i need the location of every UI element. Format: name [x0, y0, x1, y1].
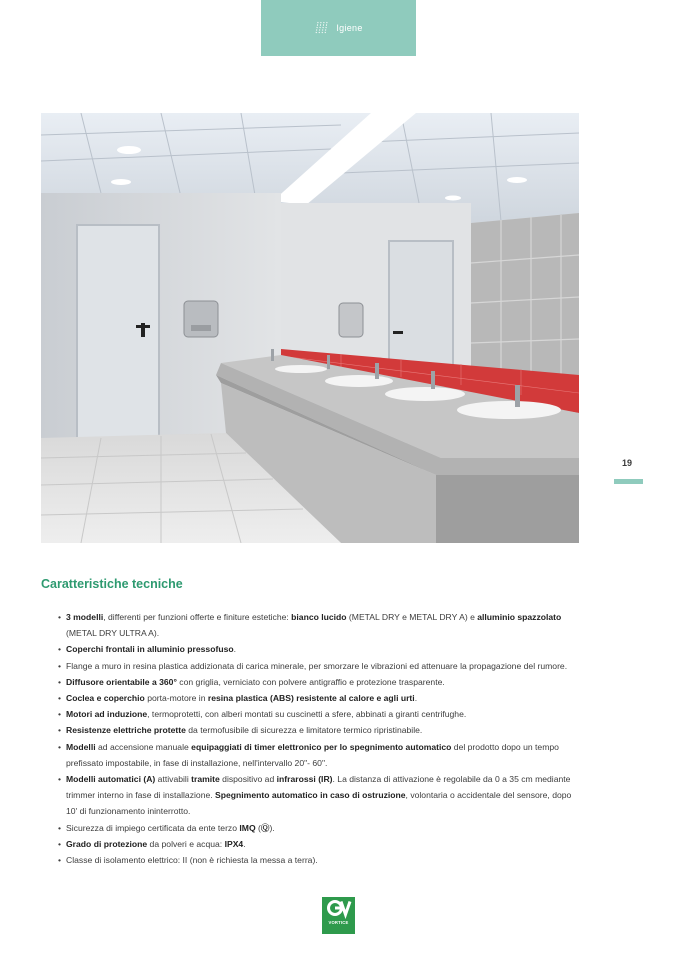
spec-emphasis: 3 modelli — [66, 612, 104, 622]
page-marker — [614, 479, 643, 484]
spec-text: . — [233, 644, 236, 655]
spec-list — [58, 609, 578, 868]
spec-emphasis: resina plastica (ABS) resistente al calore e agli urti — [207, 693, 415, 704]
spec-emphasis: alluminio spazzolato — [477, 612, 562, 622]
spec-text: (METAL DRY e METAL DRY A) e — [346, 612, 478, 622]
spec-emphasis: IPX4 — [224, 838, 244, 849]
spec-text: porta-motore in — [144, 693, 208, 704]
section-tab — [261, 0, 416, 56]
spec-item — [58, 658, 578, 674]
spec-emphasis: infrarossi (IR) — [276, 774, 333, 785]
spec-text: . La distanza di attivazione è regolabile da 0 a 35 cm mediante trimmer interno in fase di installazione. — [66, 774, 571, 801]
spec-text: ( — [255, 822, 261, 833]
spec-emphasis: Resistenze elettriche protette — [66, 725, 186, 736]
spec-text: da polveri e acqua: — [147, 838, 225, 849]
spec-emphasis: IMQ — [239, 822, 256, 833]
spec-emphasis: tramite — [191, 774, 220, 785]
spec-text: , termoprotetti, con alberi montati su cuscinetti a sfere, abbinati a giranti centrifughe. — [147, 709, 467, 720]
vortice-logo-mark-icon — [326, 897, 352, 919]
spec-item — [58, 739, 578, 771]
spec-emphasis: bianco lucido — [291, 612, 347, 622]
spec-text: Classe di isolamento elettrico: II (non è richiesta la messa a terra). — [66, 855, 318, 866]
spec-item — [58, 609, 578, 641]
spec-emphasis: Coperchi frontali in alluminio pressofuso — [66, 644, 234, 655]
restroom-photo — [41, 113, 579, 543]
spec-item — [58, 641, 578, 657]
spec-item — [58, 722, 578, 738]
spec-item — [58, 690, 578, 706]
hygiene-waves-icon — [314, 21, 330, 35]
spec-emphasis: Coclea e coperchio — [66, 693, 145, 704]
spec-text: (METAL DRY ULTRA A). — [66, 628, 160, 639]
spec-item — [58, 706, 578, 722]
spec-item — [58, 836, 578, 852]
spec-emphasis: Motori ad induzione — [66, 709, 148, 720]
spec-text: ). — [269, 822, 275, 833]
spec-item — [58, 820, 578, 836]
spec-text: . — [243, 838, 246, 849]
spec-text: , volontaria o accidentale del sensore, dopo 10' di funzionamento ininterrotto. — [66, 790, 572, 817]
spec-text: . — [414, 693, 418, 704]
spec-text: , differenti per funzioni offerte e finiture estetiche: — [103, 612, 292, 622]
page-number: 19 — [621, 458, 632, 468]
spec-text: da termofusibile di sicurezza e limitatore termico ripristinabile. — [185, 725, 423, 736]
spec-emphasis: equipaggiati di timer elettronico per lo spegnimento automatico — [191, 741, 452, 752]
spec-text: del prodotto dopo un tempo prefissato impostabile, in fase di installazione, nell'intervallo 20"- 60". — [66, 741, 559, 768]
spec-text: dispositivo ad — [219, 774, 277, 785]
vortice-logo — [322, 897, 355, 934]
spec-text: attivabili — [155, 774, 192, 785]
spec-emphasis: Modelli — [66, 741, 96, 752]
spec-emphasis: Grado di protezione — [66, 838, 148, 849]
spec-emphasis: Modelli automatici (A) — [66, 774, 156, 785]
spec-text: Sicurezza di impiego certificata da ente terzo — [66, 822, 240, 833]
spec-text: Flange a muro in resina plastica addizionata di carica minerale, per smorzare le vibrazioni ed attenuare la propagazione del rumore. — [66, 660, 568, 671]
spec-item — [58, 771, 578, 820]
spec-emphasis: Diffusore orientabile a 360° — [66, 676, 177, 687]
spec-text: con griglia, verniciato con polvere antigraffio e protezione trasparente. — [176, 676, 445, 687]
spec-item — [58, 674, 578, 690]
spec-item — [58, 852, 578, 868]
section-tab-label: Igiene — [336, 23, 363, 33]
section-title: Caratteristiche tecniche — [41, 577, 183, 591]
vortice-logo-label: VORTICE — [328, 920, 349, 925]
spec-emphasis: Spegnimento automatico in caso di ostruzione — [215, 790, 406, 801]
spec-emphasis: Ⓠ — [260, 822, 270, 833]
spec-text: ad accensione manuale — [95, 741, 192, 752]
